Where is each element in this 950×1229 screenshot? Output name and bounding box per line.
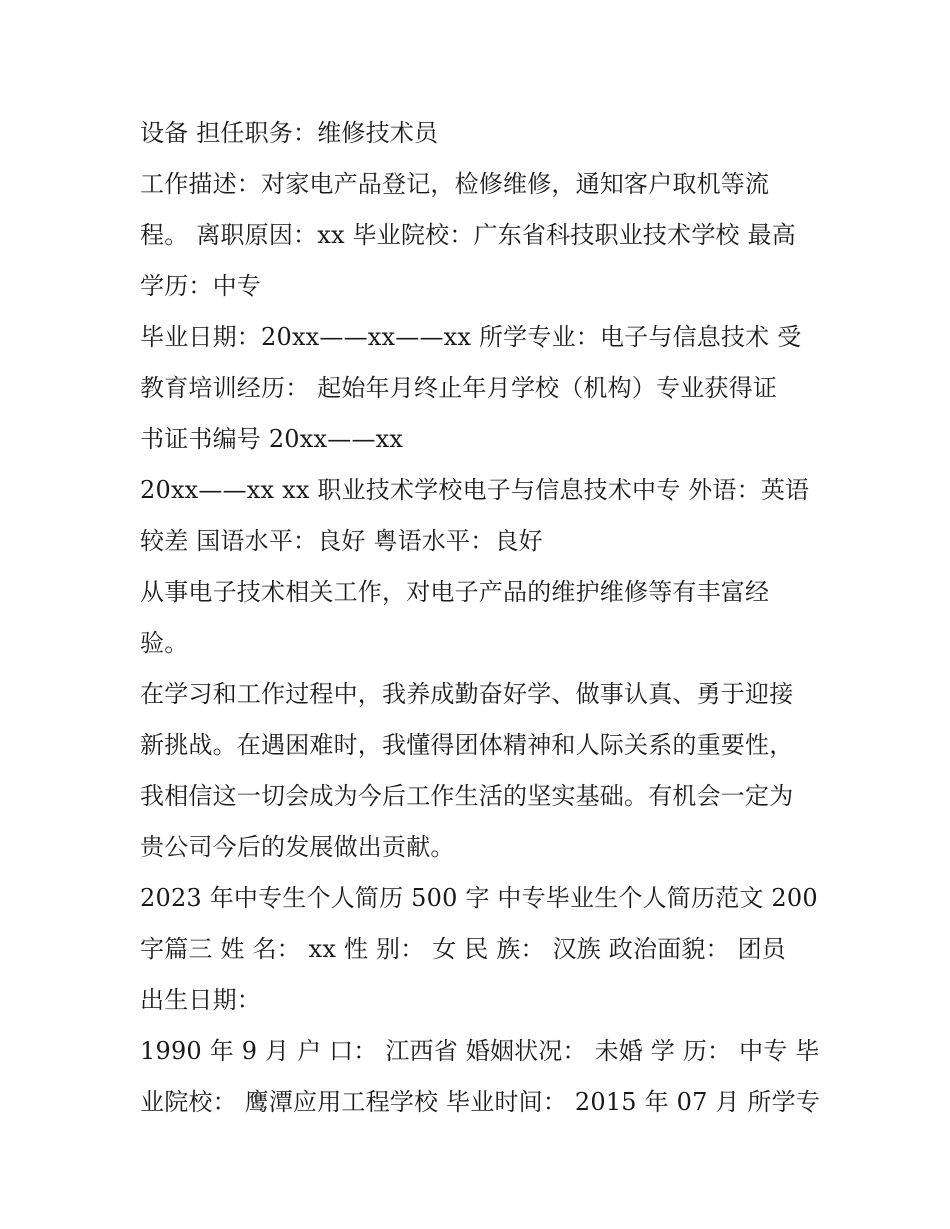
text-line: 程。 离职原因：xx 毕业院校：广东省科技职业技术学校 最高 [140, 221, 796, 249]
text-line: 在学习和工作过程中，我养成勤奋好学、做事认真、勇于迎接 [140, 680, 794, 708]
text-line: 学历：中专 [140, 272, 261, 300]
text-line: 较差 国语水平：良好 粤语水平：良好 [140, 527, 543, 555]
text-line: 1990 年 9 月 户 口： 江西省 婚姻状况： 未婚 学 历： 中专 毕 [140, 1037, 820, 1065]
text-line: 20xx——xx xx 职业技术学校电子与信息技术中专 外语：英语 [140, 476, 810, 504]
text-line: 从事电子技术相关工作，对电子产品的维护维修等有丰富经 [140, 578, 770, 606]
text-line: 新挑战。在遇困难时，我懂得团体精神和人际关系的重要性， [140, 731, 794, 759]
text-line: 书证书编号 20xx——xx [140, 425, 404, 453]
text-line: 我相信这一切会成为今后工作生活的坚实基础。有机会一定为 [140, 782, 794, 810]
text-line: 贵公司今后的发展做出贡献。 [140, 833, 455, 861]
text-line: 工作描述：对家电产品登记，检修维修，通知客户取机等流 [140, 170, 770, 198]
text-line: 字篇三 姓 名： xx 性 别： 女 民 族： 汉族 政治面貌： 团员 [140, 935, 786, 963]
text-line: 2023 年中专生个人简历 500 字 中专毕业生个人简历范文 200 [140, 884, 818, 912]
text-line: 教育培训经历： 起始年月终止年月学校（机构）专业获得证 [140, 374, 778, 402]
text-line: 出生日期： [140, 986, 261, 1014]
document-body [140, 108, 820, 1128]
text-line: 毕业日期：20xx——xx——xx 所学专业：电子与信息技术 受 [140, 323, 802, 351]
text-line: 业院校： 鹰潭应用工程学校 毕业时间： 2015 年 07 月 所学专 [140, 1088, 821, 1116]
text-line: 验。 [140, 629, 189, 657]
text-line: 设备 担任职务：维修技术员 [140, 119, 439, 147]
